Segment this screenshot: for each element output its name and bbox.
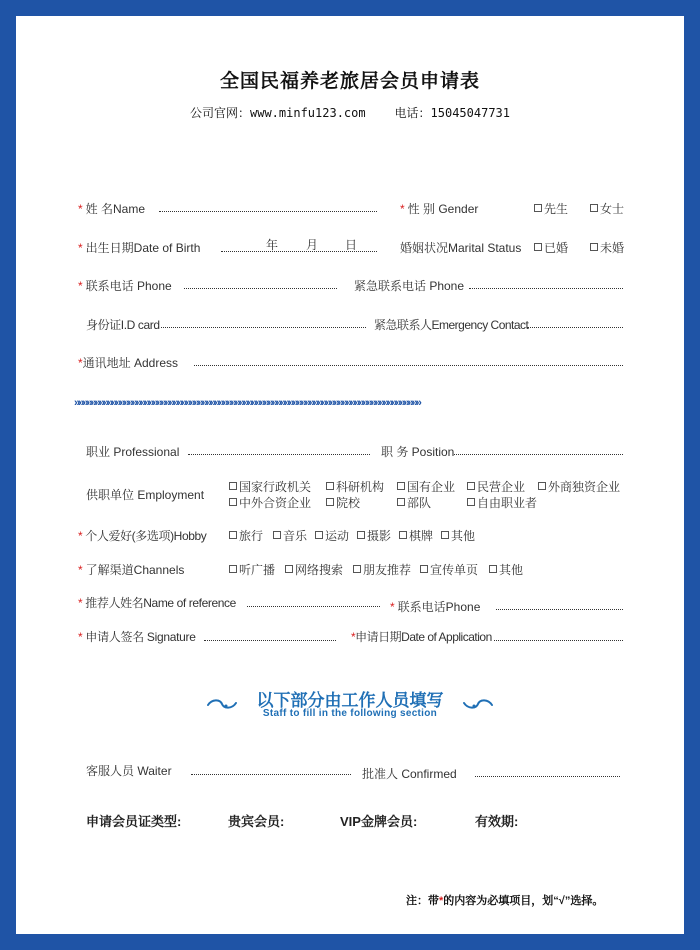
phone-text: 电话：15045047731 bbox=[394, 106, 510, 120]
channel-option-other[interactable]: 其他 bbox=[489, 561, 523, 578]
dob-label: * 出生日期Date of Birth bbox=[78, 241, 201, 255]
staff-section-title: 以下部分由工作人员填写 bbox=[256, 691, 444, 710]
footnote: 注：带*的内容为必填项目，划“√”选择。 bbox=[406, 895, 604, 907]
signature-label: * 申请人签名 Signature bbox=[78, 630, 196, 644]
channel-option-web-search[interactable]: 网络搜索 bbox=[285, 561, 343, 578]
id-card-field[interactable] bbox=[161, 327, 366, 328]
checkbox[interactable] bbox=[420, 565, 428, 573]
profession-label: 职业 Professional bbox=[86, 445, 180, 459]
checkbox[interactable] bbox=[315, 531, 323, 539]
gender-label: * 性 别 Gender bbox=[400, 202, 479, 216]
checkbox[interactable] bbox=[229, 531, 237, 539]
card-type-label: 申请会员证类型: bbox=[86, 814, 182, 829]
checkbox[interactable] bbox=[397, 498, 405, 506]
address-field[interactable] bbox=[194, 365, 623, 366]
employment-option-foreign[interactable]: 外商独资企业 bbox=[538, 478, 620, 495]
profession-field[interactable] bbox=[188, 454, 370, 455]
form-title: 全国民福养老旅居会员申请表 bbox=[219, 71, 480, 92]
checkbox[interactable] bbox=[538, 482, 546, 490]
checkbox[interactable] bbox=[534, 204, 542, 212]
phone-field[interactable] bbox=[184, 288, 337, 289]
dob-field[interactable] bbox=[221, 251, 377, 252]
hobby-option-music[interactable]: 音乐 bbox=[273, 527, 307, 544]
employment-option-freelance[interactable]: 自由职业者 bbox=[467, 494, 537, 511]
chevron-separator: »»»»»»»»»»»»»»»»»»»»»»»»»»»»»»»»»»»»»»»»»»»»»»»»»»»»»»»»»»»»»»»»»»»»»»»»»»»»»»»»»»»» bbox=[74, 397, 420, 409]
employment-label: 供职单位 Employment bbox=[86, 488, 205, 502]
channel-option-flyer[interactable]: 宣传单页 bbox=[420, 561, 478, 578]
employment-option-state-owned[interactable]: 国有企业 bbox=[397, 478, 455, 495]
id-card-label: 身份证I.D card bbox=[86, 318, 160, 332]
gender-option-female[interactable]: 女士 bbox=[590, 200, 624, 217]
checkbox[interactable] bbox=[399, 531, 407, 539]
position-field[interactable] bbox=[454, 454, 623, 455]
approver-label: 批准人 Confirmed bbox=[362, 767, 457, 781]
waiter-label: 客服人员 Waiter bbox=[86, 764, 172, 778]
checkbox[interactable] bbox=[273, 531, 281, 539]
emergency-phone-field[interactable] bbox=[469, 288, 623, 289]
hobby-option-board-games[interactable]: 棋牌 bbox=[399, 527, 433, 544]
emergency-contact-field[interactable] bbox=[527, 327, 623, 328]
dob-month: 月 bbox=[306, 238, 319, 252]
vip-silver-label: 贵宾会员: bbox=[228, 814, 285, 829]
phone-label: * 联系电话 Phone bbox=[78, 279, 172, 293]
hobby-option-other[interactable]: 其他 bbox=[441, 527, 475, 544]
checkbox[interactable] bbox=[441, 531, 449, 539]
checkbox[interactable] bbox=[285, 565, 293, 573]
checkbox[interactable] bbox=[590, 204, 598, 212]
approver-field[interactable] bbox=[475, 776, 620, 777]
marital-option-single[interactable]: 未婚 bbox=[590, 239, 624, 256]
referrer-phone-label: * 联系电话Phone bbox=[390, 600, 481, 614]
staff-section-subtitle: Staff to fill in the following section bbox=[262, 708, 438, 719]
hobby-option-photography[interactable]: 摄影 bbox=[357, 527, 391, 544]
employment-option-government[interactable]: 国家行政机关 bbox=[229, 478, 311, 495]
checkbox[interactable] bbox=[534, 243, 542, 251]
right-swirl-ornament bbox=[460, 697, 494, 711]
application-date-field[interactable] bbox=[494, 640, 623, 641]
checkbox[interactable] bbox=[489, 565, 497, 573]
marital-label: 婚姻状况Marital Status bbox=[400, 241, 522, 255]
employment-option-research[interactable]: 科研机构 bbox=[326, 478, 384, 495]
emergency-contact-label: 紧急联系人Emergency Contact bbox=[374, 318, 529, 332]
signature-field[interactable] bbox=[204, 640, 336, 641]
validity-label: 有效期: bbox=[475, 814, 519, 829]
channel-option-friend[interactable]: 朋友推荐 bbox=[353, 561, 411, 578]
checkbox[interactable] bbox=[590, 243, 598, 251]
employment-option-school[interactable]: 院校 bbox=[326, 494, 360, 511]
waiter-field[interactable] bbox=[191, 774, 351, 775]
contact-line bbox=[16, 104, 684, 121]
employment-option-military[interactable]: 部队 bbox=[397, 494, 431, 511]
checkbox[interactable] bbox=[467, 498, 475, 506]
checkbox[interactable] bbox=[229, 498, 237, 506]
website-text: 公司官网：www.minfu123.com bbox=[190, 106, 366, 120]
application-form bbox=[16, 16, 684, 934]
checkbox[interactable] bbox=[229, 565, 237, 573]
checkbox[interactable] bbox=[326, 498, 334, 506]
name-label: * 姓 名Name bbox=[78, 202, 146, 216]
gender-option-male[interactable]: 先生 bbox=[534, 200, 568, 217]
emergency-phone-label: 紧急联系电话 Phone bbox=[354, 279, 465, 293]
dob-day: 日 bbox=[345, 238, 358, 252]
checkbox[interactable] bbox=[229, 482, 237, 490]
checkbox[interactable] bbox=[326, 482, 334, 490]
vip-gold-label: VIP金牌会员: bbox=[340, 814, 418, 829]
dob-year: 年 bbox=[266, 238, 279, 252]
application-date-label: *申请日期Date of Application bbox=[351, 630, 492, 644]
hobby-option-sports[interactable]: 运动 bbox=[315, 527, 349, 544]
position-label: 职 务 Position bbox=[381, 445, 455, 459]
channels-label: * 了解渠道Channels bbox=[78, 563, 185, 577]
checkbox[interactable] bbox=[397, 482, 405, 490]
address-label: *通讯地址 Address bbox=[78, 356, 179, 370]
referrer-label: * 推荐人姓名Name of reference bbox=[78, 596, 236, 610]
referrer-phone-field[interactable] bbox=[496, 609, 623, 610]
name-field[interactable] bbox=[159, 211, 377, 212]
marital-option-married[interactable]: 已婚 bbox=[534, 239, 568, 256]
channel-option-radio[interactable]: 听广播 bbox=[229, 561, 275, 578]
checkbox[interactable] bbox=[467, 482, 475, 490]
hobby-option-travel[interactable]: 旅行 bbox=[229, 527, 263, 544]
hobby-label: * 个人爱好(多选项)Hobby bbox=[78, 529, 207, 543]
employment-option-joint-venture[interactable]: 中外合资企业 bbox=[229, 494, 311, 511]
referrer-field[interactable] bbox=[247, 606, 380, 607]
employment-option-private[interactable]: 民营企业 bbox=[467, 478, 525, 495]
checkbox[interactable] bbox=[357, 531, 365, 539]
checkbox[interactable] bbox=[353, 565, 361, 573]
